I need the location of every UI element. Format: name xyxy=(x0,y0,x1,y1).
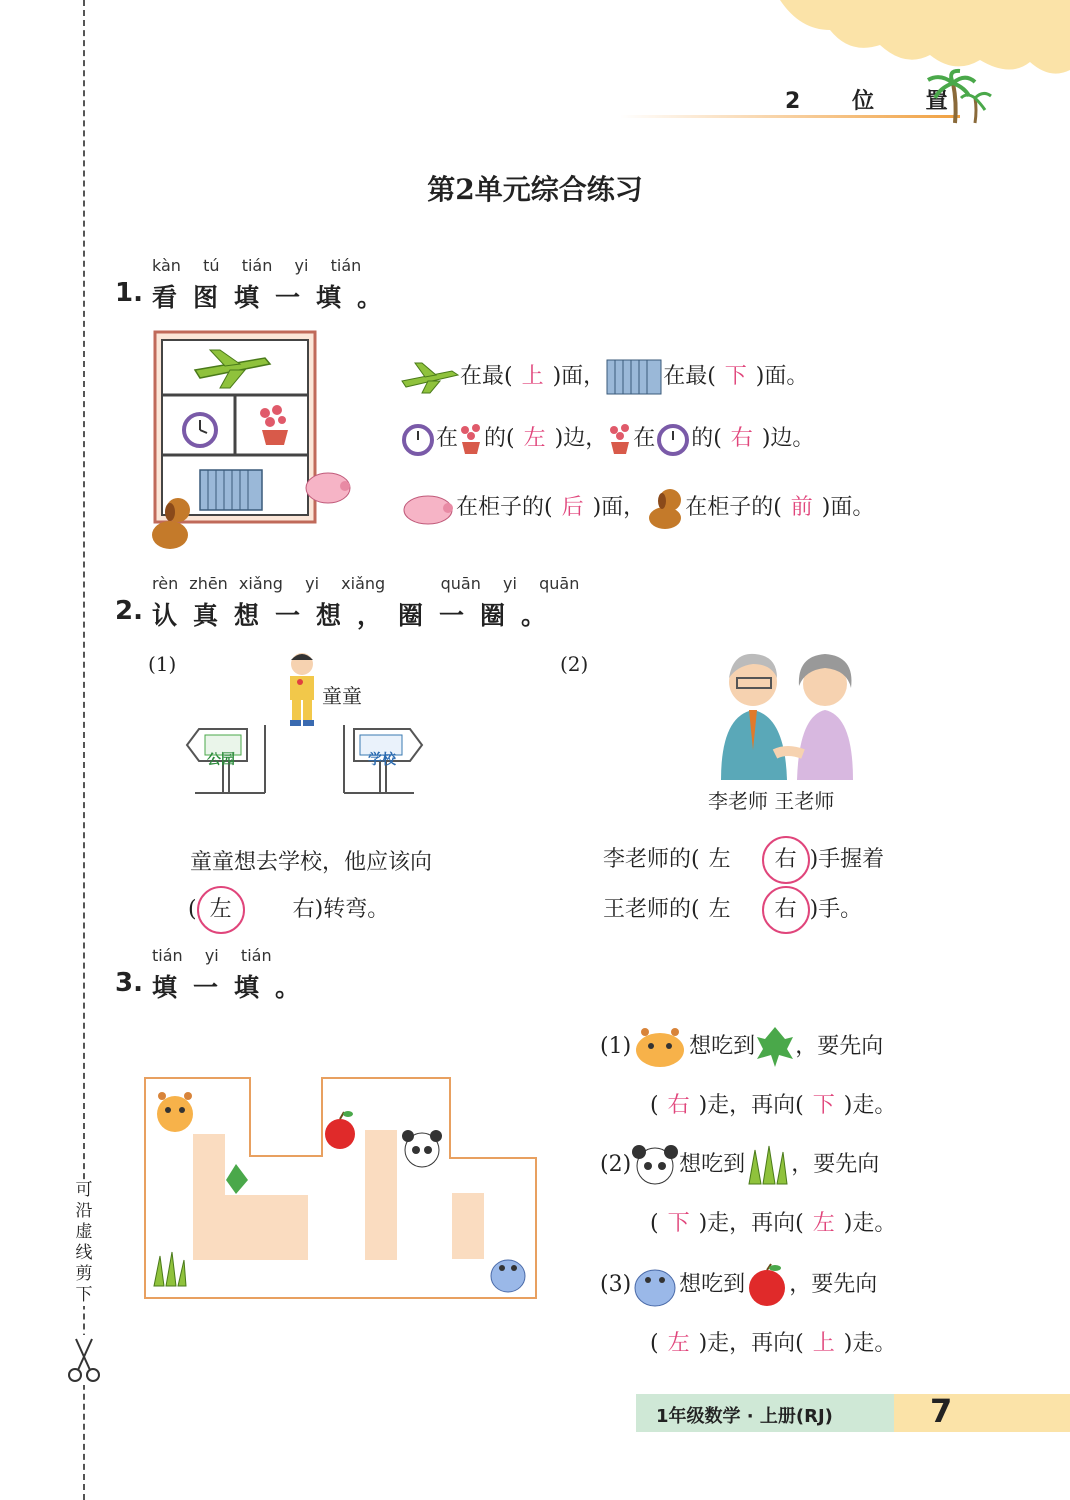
q1-title: 看图填一填。 xyxy=(152,283,399,312)
q3-item3-answer-1: 左 xyxy=(667,1331,690,1356)
q3-item1-answer-1: 右 xyxy=(667,1093,690,1118)
q2-part2-line-1 xyxy=(603,836,884,884)
pig-icon xyxy=(306,473,350,503)
q2-number: 2. xyxy=(115,596,143,626)
bookshelf-illustration xyxy=(140,330,355,555)
q1-l2-p4: 在 xyxy=(633,426,656,451)
q3-item2-first: ，要先向 xyxy=(791,1152,880,1177)
q1-l3-answer-2: 前 xyxy=(790,495,813,520)
alarm-clock-icon xyxy=(400,420,436,458)
page-title: 第2单元综合练习 xyxy=(427,173,643,206)
q2-p1-open: ( xyxy=(188,897,197,922)
q2-p2-l1-right-circled[interactable]: 右 xyxy=(762,836,810,884)
school-sign-label: 学校 xyxy=(368,752,396,768)
q3-item-1 xyxy=(600,1025,883,1069)
q1-line-2 xyxy=(400,420,814,458)
q1-l3-p4: )面。 xyxy=(821,495,875,520)
q2-p2-l1-prefix: 李老师的( xyxy=(603,847,700,872)
header-rule xyxy=(620,115,960,118)
pig-icon xyxy=(400,490,456,526)
footer-book-title: 1年级数学 · 上册(RJ) xyxy=(656,1406,833,1427)
q1-l3-p1: 在柜子的( xyxy=(456,495,553,520)
q1-l2-p3: )边， xyxy=(554,426,608,451)
q1-l2-answer-1: 左 xyxy=(523,426,546,451)
q3-title: 填一填。 xyxy=(152,973,317,1002)
q1-l2-answer-2: 右 xyxy=(730,426,753,451)
q3-i2-mid: )走，再向( xyxy=(698,1211,804,1236)
q2-p2-l2-left[interactable]: 左 xyxy=(708,897,731,922)
q2-part2-line-2 xyxy=(603,886,862,934)
q3-item2-answer-2: 左 xyxy=(812,1211,835,1236)
q3-item-1-answer xyxy=(650,1088,896,1119)
q1-l2-p2: 的( xyxy=(484,426,515,451)
apple-icon xyxy=(745,1262,789,1308)
q3-pinyin: tián yi tián xyxy=(152,946,272,965)
teachers-handshake-illustration xyxy=(715,650,865,780)
hippo-icon xyxy=(491,1260,525,1292)
q1-l2-p1: 在 xyxy=(436,426,459,451)
flower-pot-icon xyxy=(607,422,633,456)
q3-number: 3. xyxy=(115,968,143,998)
option-left-circled[interactable]: 左 xyxy=(197,886,245,934)
q1-l1-p1: 在最( xyxy=(460,364,513,389)
q3-item1-answer-2: 下 xyxy=(812,1093,835,1118)
giraffe-icon xyxy=(157,1092,193,1132)
q2-p2-l2-right-circled[interactable]: 右 xyxy=(762,886,810,934)
dog-icon xyxy=(645,486,685,530)
q1-l3-answer-1: 后 xyxy=(561,495,584,520)
page-number: 7 xyxy=(930,1392,953,1430)
q3-i3-mid: )走，再向( xyxy=(698,1331,804,1356)
q3-i3-open: ( xyxy=(650,1331,659,1356)
q2-part1-options xyxy=(188,886,389,934)
airplane-icon xyxy=(400,359,460,395)
q1-l2-p6: )边。 xyxy=(761,426,815,451)
giraffe-icon xyxy=(631,1026,689,1068)
q3-item1-label: (1) xyxy=(600,1034,632,1059)
q2-p1-close: )转弯。 xyxy=(314,897,390,922)
q1-number: 1. xyxy=(115,278,143,308)
q1-line-3 xyxy=(400,486,874,530)
unit-title: 2 位 置 xyxy=(785,89,970,114)
q3-item3-label: (3) xyxy=(600,1272,632,1297)
q3-item1-want: 想吃到 xyxy=(689,1034,756,1059)
q2-title: 认真想一想，圈一圈。 xyxy=(152,601,563,630)
q3-item1-first: ，要先向 xyxy=(795,1034,884,1059)
q3-i2-open: ( xyxy=(650,1211,659,1236)
q1-l1-answer-2: 下 xyxy=(724,364,747,389)
q1-pinyin: kàn tú tián yi tián xyxy=(152,256,362,275)
q2-p2-l2-prefix: 王老师的( xyxy=(603,897,700,922)
q3-item-2-answer xyxy=(650,1206,896,1237)
books-icon xyxy=(200,470,262,510)
leaf-icon xyxy=(755,1025,795,1069)
q3-item2-label: (2) xyxy=(600,1152,632,1177)
q1-l3-p3: 在柜子的( xyxy=(685,495,782,520)
q1-l1-answer-1: 上 xyxy=(521,364,544,389)
q1-l1-p2: )面， xyxy=(552,364,606,389)
q3-i1-mid: )走，再向( xyxy=(698,1093,804,1118)
q1-l2-p5: 的( xyxy=(691,426,722,451)
bamboo-icon xyxy=(745,1144,791,1186)
q3-item-3 xyxy=(600,1262,877,1308)
q3-item-2 xyxy=(600,1144,879,1186)
q2-pinyin: rèn zhēn xiǎng yi xiǎng quān yi quān xyxy=(152,574,580,593)
q2-p2-l1-left[interactable]: 左 xyxy=(708,847,731,872)
q3-item3-answer-2: 上 xyxy=(812,1331,835,1356)
child-name: 童童 xyxy=(322,684,362,708)
park-sign-label: 公园 xyxy=(207,752,235,768)
q3-item3-first: ，要先向 xyxy=(789,1272,878,1297)
q3-i2-end: )走。 xyxy=(843,1211,897,1236)
q2-part1-label: (1) xyxy=(148,652,177,676)
hippo-icon xyxy=(631,1262,679,1308)
q3-item2-want: 想吃到 xyxy=(679,1152,746,1177)
q2-p2-l2-suffix: )手。 xyxy=(809,897,863,922)
q3-i1-open: ( xyxy=(650,1093,659,1118)
q2-part2-label: (2) xyxy=(560,652,589,676)
q2-part1-question: 童童想去学校，他应该向 xyxy=(190,850,433,875)
q1-l1-p3: 在最( xyxy=(663,364,716,389)
option-right[interactable]: 右 xyxy=(292,897,315,922)
q3-i1-end: )走。 xyxy=(843,1093,897,1118)
palm-tree-icon xyxy=(925,68,995,126)
flower-pot-icon xyxy=(458,422,484,456)
child-tongtong-icon xyxy=(282,650,322,728)
q3-item3-want: 想吃到 xyxy=(679,1272,746,1297)
q3-i3-end: )走。 xyxy=(843,1331,897,1356)
q3-item2-answer-1: 下 xyxy=(667,1211,690,1236)
teachers-caption: 李老师 王老师 xyxy=(708,789,835,813)
maze-map xyxy=(140,1072,542,1304)
scissors-icon xyxy=(64,1335,104,1385)
q1-l3-p2: )面， xyxy=(592,495,646,520)
cut-label: 可沿虚线剪下 xyxy=(72,1180,96,1306)
q1-line-1 xyxy=(400,358,808,396)
alarm-clock-icon xyxy=(184,414,216,446)
q3-item-3-answer xyxy=(650,1326,896,1357)
q1-l1-p4: )面。 xyxy=(755,364,809,389)
panda-icon xyxy=(631,1144,679,1186)
q2-p2-l1-suffix: )手握着 xyxy=(809,847,885,872)
alarm-clock-icon xyxy=(655,420,691,458)
books-icon xyxy=(605,358,663,396)
